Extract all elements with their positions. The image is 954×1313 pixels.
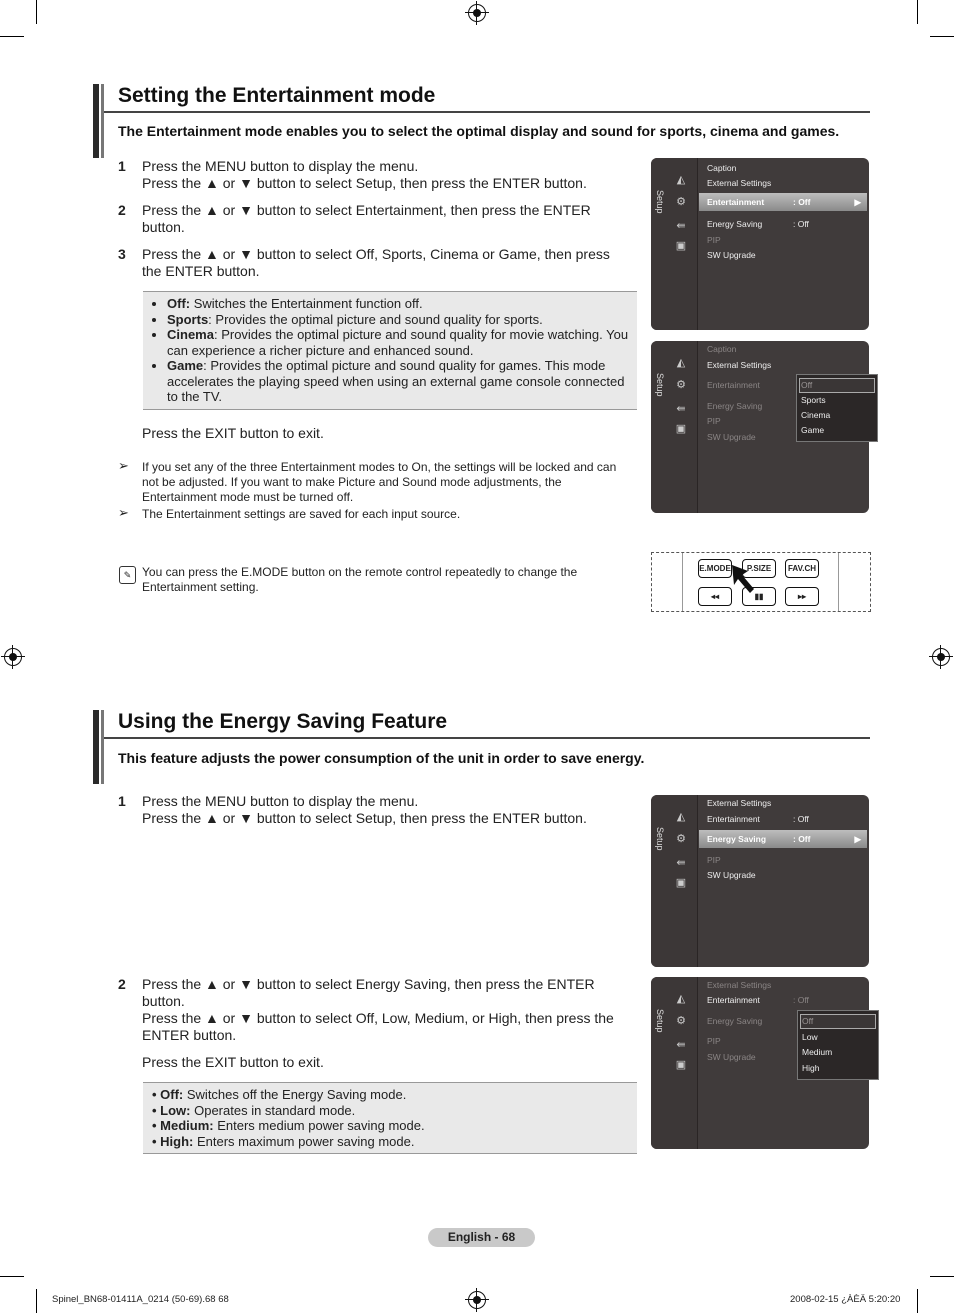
remote-edge [838,553,839,611]
application-icon: ▣ [675,240,687,252]
crop-mark [0,36,24,37]
option-item: • Off: Switches off the Energy Saving mode. [152,1087,407,1102]
arrow-note-icon: ➢ [118,505,129,520]
option-item: • Sports: Provides the optimal picture and sound quality for sports. [167,312,632,328]
menu-row: SW Upgrade [707,1052,756,1062]
menu-side-label: Setup [655,1009,665,1033]
menu-row: PIP [707,235,721,245]
rewind-button: ◂◂ [698,587,732,606]
option-popup [796,374,878,442]
section-intro: The Entertainment mode enables you to select the optimal display and sound for sports, cinema and games. [118,123,840,139]
popup-option: Medium [802,1047,833,1057]
favch-button: FAV.CH [785,559,819,578]
popup-option: Game [801,425,825,435]
section-intro: This feature adjusts the power consumption of the unit in order to save energy. [118,750,645,766]
tv-menu-screen [651,158,869,330]
option-item: • Medium: Enters medium power saving mode. [152,1118,425,1133]
menu-side-label: Setup [655,827,665,851]
note-text: If you set any of the three Entertainment modes to On, the settings will be locked and can not be adjusted. If you want to make Picture and Sound mode adjustments, the Entertainment mode must be turned off. [142,460,617,504]
menu-row: Caption [707,344,737,354]
menu-row: Entertainment [707,380,760,390]
application-icon: ▣ [675,877,687,889]
input-icon: ⇚ [676,857,686,869]
menu-value: : Off [793,995,809,1005]
menu-value: : Off [793,219,809,229]
option-item: • High: Enters maximum power saving mode. [152,1133,415,1149]
title-rule [104,111,870,113]
section-bar [93,710,99,784]
setup-gear-icon: ⚙ [676,833,686,845]
arrow-right-icon: ▶ [854,197,861,207]
crop-mark [36,1289,37,1313]
footer-file-info: Spinel_BN68-01411A_0214 (50-69).68 68 [52,1294,229,1305]
popup-option: High [802,1063,820,1073]
step-text: Press the ▲ or ▼ button to select Off, Sports, Cinema or Game, then press the ENTER button. [142,246,610,279]
application-icon: ▣ [675,423,687,435]
step-text: Press the ▲ or ▼ button to select Energy Saving, then press the ENTER button. Press the ▲ or ▼ button to select Off, Low, Medium, or High, then press the ENTER button. [142,976,614,1043]
registration-mark-icon [4,648,22,666]
step-number: 1 [118,793,126,809]
picture-icon: ◭ [676,811,686,823]
picture-icon: ◭ [676,174,686,186]
input-icon: ⇚ [676,220,686,232]
menu-row: External Settings [707,980,772,990]
menu-row: External Settings [707,178,772,188]
menu-row: SW Upgrade [707,432,756,442]
menu-side-label: Setup [655,190,665,214]
note-text: The Entertainment settings are saved for each input source. [142,507,461,521]
option-popup [797,1010,879,1080]
pointer-arrow-icon [728,563,758,595]
popup-option: Sports [801,395,826,405]
title-rule [104,737,870,739]
menu-row: Entertainment [707,814,760,824]
popup-option: Low [802,1032,818,1042]
step-text: Press the MENU button to display the menu. Press the ▲ or ▼ button to select Setup, then press the ENTER button. [142,793,587,826]
menu-row: Energy Saving [707,401,763,411]
step-number: 3 [118,246,126,262]
menu-row: Entertainment [707,995,760,1005]
section-bar [101,710,104,784]
setup-gear-icon: ⚙ [676,196,686,208]
crop-mark [930,1276,954,1277]
setup-gear-icon: ⚙ [676,1015,686,1027]
arrow-right-icon: ▶ [854,834,861,844]
option-item: • Low: Operates in standard mode. [152,1102,356,1118]
step-number: 2 [118,976,126,992]
footer-date: 2008-02-15 ¿ÀÈÄ 5:20:20 [790,1294,901,1305]
menu-row: Energy Saving [707,1016,763,1026]
crop-mark [36,0,37,24]
registration-mark-icon [468,4,486,22]
picture-icon: ◭ [676,993,686,1005]
options-box [143,291,637,410]
menu-row: SW Upgrade [707,870,756,880]
picture-icon: ◭ [676,357,686,369]
setup-gear-icon: ⚙ [676,379,686,391]
remote-edge [682,553,683,611]
input-icon: ⇚ [676,403,686,415]
step-text: Press the ▲ or ▼ button to select Entertainment, then press the ENTER button. [142,202,591,235]
menu-row: PIP [707,855,721,865]
menu-row: External Settings [707,360,772,370]
step-number: 2 [118,202,126,218]
registration-mark-icon [468,1291,486,1309]
arrow-note-icon: ➢ [118,458,129,473]
menu-row: PIP [707,1036,721,1046]
menu-value: : Off [793,814,809,824]
exit-instruction: Press the EXIT button to exit. [142,1054,324,1070]
option-item: • Off: Switches the Entertainment function off. [167,296,632,312]
menu-row-selected: Entertainment : Off ▶ [699,193,867,211]
popup-option: Off [801,380,813,390]
options-box [143,1082,637,1154]
psize-button: P.SIZE [742,559,776,578]
menu-row: SW Upgrade [707,250,756,260]
menu-row: External Settings [707,798,772,808]
input-icon: ⇚ [676,1039,686,1051]
fast-forward-button: ▸▸ [785,587,819,606]
application-icon: ▣ [675,1059,687,1071]
remote-note-icon: ✎ [119,566,136,584]
menu-side-label: Setup [655,373,665,397]
popup-option: Cinema [801,410,831,420]
menu-row: Caption [707,163,737,173]
step-number: 1 [118,158,126,174]
pause-button: ▮▮ [742,587,776,606]
option-item: • Cinema: Provides the optimal picture and sound quality for movie watching. You can experience a richer picture and enhanced sound. [167,327,632,358]
popup-option: Off [802,1016,814,1026]
section-bar [93,84,99,158]
menu-row: PIP [707,416,721,426]
option-item: • Game: Provides the optimal picture and sound quality for games. This mode accelerates the playing speed when using an external game console connected to the TV. [167,358,632,405]
remote-illustration [651,552,871,612]
step-text: Press the MENU button to display the menu. Press the ▲ or ▼ button to select Setup, then press the ENTER button. [142,158,587,191]
remote-note-text: You can press the E.MODE button on the remote control repeatedly to change the Entertainment setting. [142,565,578,594]
exit-instruction: Press the EXIT button to exit. [142,425,324,441]
registration-mark-icon [932,648,950,666]
crop-mark [917,0,918,24]
menu-row-selected: Energy Saving : Off ▶ [699,830,867,848]
crop-mark [917,1289,918,1313]
emode-button: E.MODE [698,559,732,578]
crop-mark [0,1276,24,1277]
section-title: Setting the Entertainment mode [118,84,436,107]
section-bar [101,84,104,158]
section-title: Using the Energy Saving Feature [118,710,448,733]
menu-row: Energy Saving [707,219,763,229]
page-number-badge: English - 68 [428,1228,535,1247]
crop-mark [930,36,954,37]
tv-menu-screen [651,795,869,967]
